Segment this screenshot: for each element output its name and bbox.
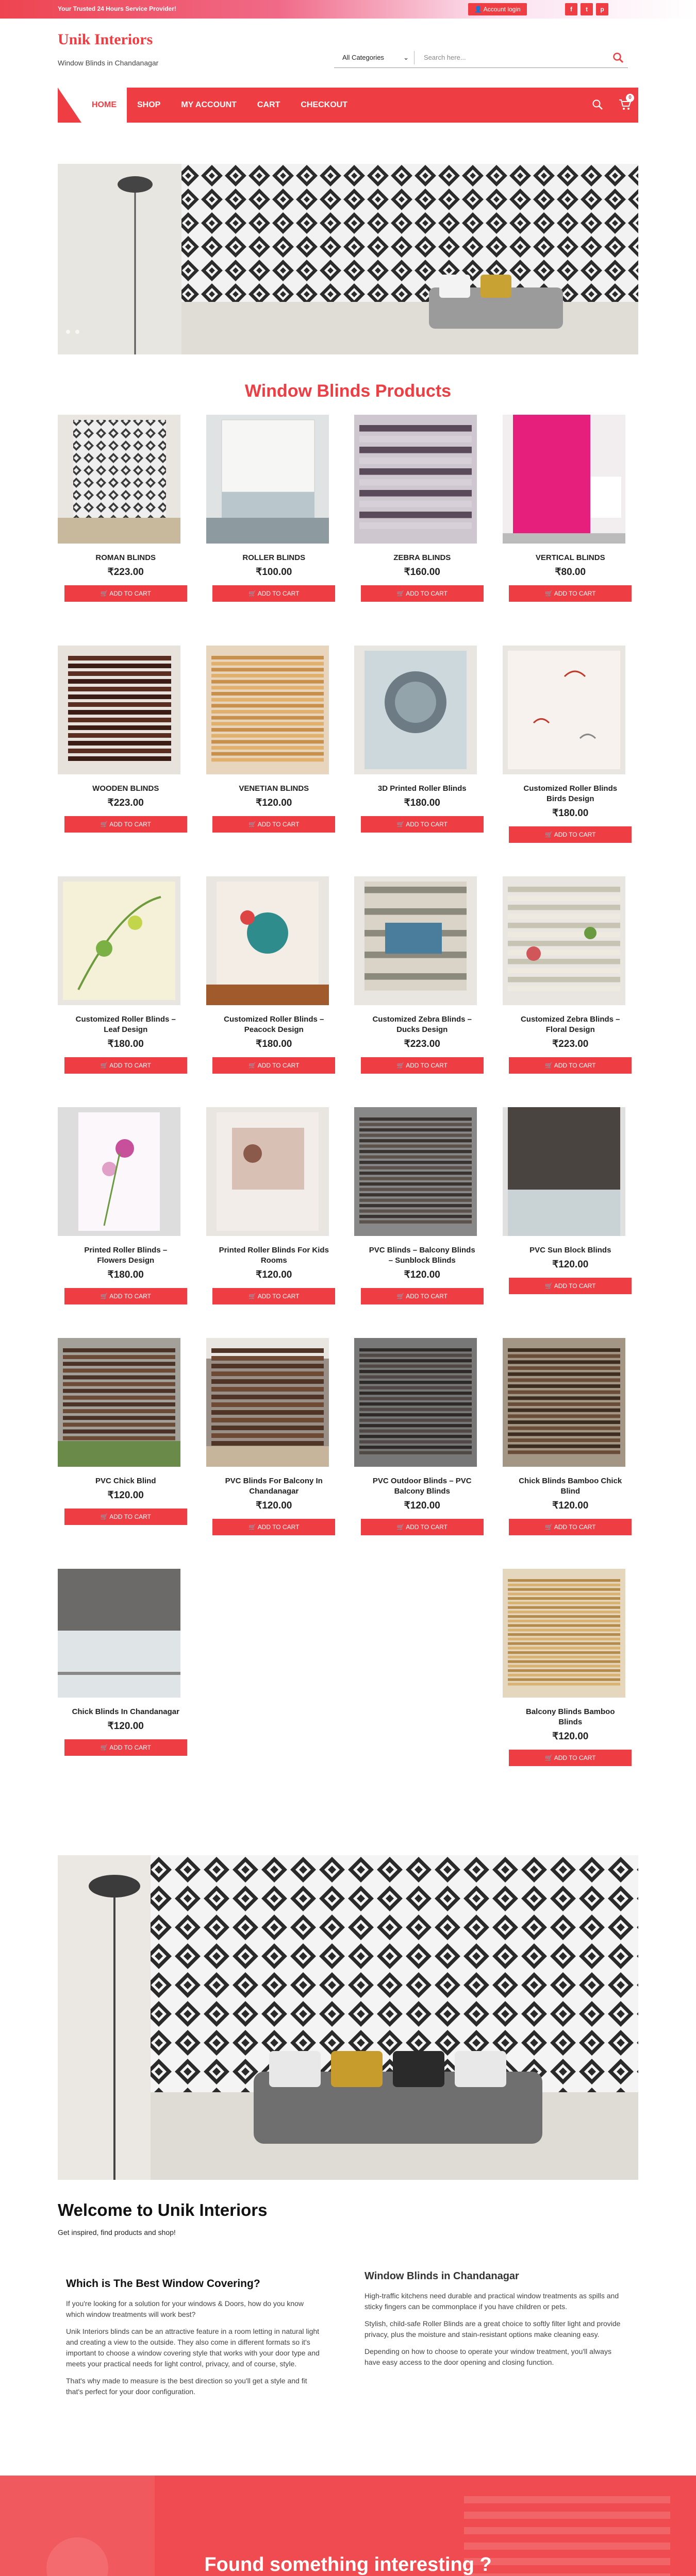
feature-image	[58, 1855, 638, 2180]
category-select[interactable]	[334, 51, 415, 64]
welcome-title: Welcome to Unik Interiors	[58, 2200, 268, 2219]
product-name[interactable]: Printed Roller Blinds – Flowers Design	[84, 1246, 168, 1265]
product-image[interactable]	[58, 415, 194, 544]
left-column-p1: If you're looking for a solution for your windows & Doors, how do you know which window treatments will work best?	[66, 2299, 304, 2318]
site-tagline: Window Blinds in Chandanagar	[58, 59, 159, 67]
product-price: ₹223.00	[404, 1039, 440, 1049]
product-name[interactable]: Customized Roller Blinds – Peacock Design	[224, 1015, 324, 1034]
product-name[interactable]: Printed Roller Blinds For Kids Rooms	[219, 1246, 329, 1265]
product-image[interactable]	[206, 646, 342, 774]
product-grid	[58, 415, 638, 1787]
nav-cart[interactable]: CART	[257, 100, 280, 109]
product-price: ₹180.00	[256, 1039, 292, 1049]
nav-checkout[interactable]: CHECKOUT	[301, 100, 348, 109]
add-to-cart-label: ADD TO CART	[406, 590, 448, 597]
add-to-cart-label: ADD TO CART	[109, 1293, 151, 1300]
product-price: ₹120.00	[552, 1500, 589, 1511]
account-login-label: Account login	[483, 6, 521, 13]
cart-icon: 🛒	[545, 590, 553, 597]
add-to-cart-label: ADD TO CART	[554, 1062, 596, 1069]
cta-banner	[0, 2476, 696, 2576]
product-name[interactable]: Customized Zebra Blinds – Ducks Design	[372, 1015, 472, 1034]
add-to-cart-button[interactable]	[212, 585, 335, 602]
add-to-cart-button[interactable]	[361, 1519, 484, 1535]
product-image[interactable]	[503, 646, 639, 774]
product-price: ₹180.00	[552, 808, 589, 819]
add-to-cart-button[interactable]	[64, 585, 187, 602]
product-name[interactable]: Balcony Blinds Bamboo Blinds	[525, 1707, 615, 1726]
pinterest-icon[interactable]: p	[596, 3, 608, 15]
product-name[interactable]: ROMAN BLINDS	[95, 553, 156, 562]
search-icon[interactable]	[612, 52, 624, 63]
product-price: ₹223.00	[107, 798, 144, 808]
add-to-cart-button[interactable]	[212, 816, 335, 833]
add-to-cart-label: ADD TO CART	[109, 590, 151, 597]
cart-icon: 🛒	[396, 1523, 405, 1531]
product-price: ₹120.00	[256, 1500, 292, 1511]
product-card[interactable]	[354, 1338, 490, 1556]
account-login-button[interactable]: 👤 Account login	[468, 3, 527, 15]
slider-dots[interactable]	[66, 330, 79, 334]
right-column-p3: Depending on how to choose to operate your window treatment, you'll always have easy access to the door opening and closing function.	[364, 2347, 611, 2366]
add-to-cart-label: ADD TO CART	[554, 831, 596, 838]
product-card[interactable]	[206, 1107, 342, 1326]
product-name[interactable]: WOODEN BLINDS	[92, 784, 159, 793]
product-image[interactable]	[354, 876, 490, 1005]
product-image[interactable]	[206, 1107, 342, 1236]
main-nav	[58, 88, 638, 123]
hero-slider[interactable]	[58, 164, 638, 354]
cart-icon: 🛒	[248, 821, 257, 828]
product-image[interactable]	[503, 415, 639, 544]
product-name[interactable]: ROLLER BLINDS	[242, 553, 306, 562]
product-name[interactable]: 3D Printed Roller Blinds	[377, 784, 467, 793]
product-price: ₹180.00	[107, 1269, 144, 1280]
add-to-cart-button[interactable]	[212, 1057, 335, 1074]
product-card[interactable]	[354, 876, 490, 1095]
product-card[interactable]	[503, 1569, 639, 1787]
product-image[interactable]	[58, 876, 194, 1005]
product-price: ₹120.00	[256, 1269, 292, 1280]
product-price: ₹120.00	[552, 1259, 589, 1270]
product-name[interactable]: VERTICAL BLINDS	[535, 553, 605, 562]
add-to-cart-label: ADD TO CART	[257, 1062, 300, 1069]
add-to-cart-button[interactable]	[64, 1739, 187, 1756]
product-image[interactable]	[354, 415, 490, 544]
add-to-cart-button[interactable]	[509, 1278, 632, 1294]
product-card[interactable]	[206, 646, 342, 864]
welcome-section	[58, 2200, 638, 2236]
cart-icon: 🛒	[545, 1062, 553, 1069]
product-image[interactable]	[354, 1107, 490, 1236]
product-price: ₹180.00	[107, 1039, 144, 1049]
product-price: ₹120.00	[107, 1490, 144, 1501]
cart-icon: 🛒	[545, 1523, 553, 1531]
product-card[interactable]	[503, 1107, 639, 1326]
nav-my-account[interactable]: MY ACCOUNT	[181, 100, 237, 109]
add-to-cart-label: ADD TO CART	[109, 1062, 151, 1069]
add-to-cart-button[interactable]	[64, 816, 187, 833]
add-to-cart-button[interactable]	[509, 585, 632, 602]
add-to-cart-button[interactable]	[361, 1057, 484, 1074]
product-name[interactable]: PVC Blinds – Balcony Blinds – Sunblock Blinds	[369, 1246, 475, 1265]
promo-text: Your Trusted 24 Hours Service Provider!	[58, 5, 176, 12]
add-to-cart-button[interactable]	[212, 1519, 335, 1535]
info-columns	[58, 2270, 638, 2403]
top-bar	[0, 0, 696, 19]
product-name[interactable]: Chick Blinds Bamboo Chick Blind	[519, 1477, 622, 1496]
product-card[interactable]	[206, 1338, 342, 1556]
facebook-icon[interactable]: f	[565, 3, 577, 15]
add-to-cart-label: ADD TO CART	[406, 821, 448, 828]
product-card[interactable]	[58, 415, 194, 633]
search-input[interactable]: Search here...	[424, 54, 466, 61]
product-name[interactable]: PVC Outdoor Blinds – PVC Balcony Blinds	[372, 1477, 472, 1496]
nav-home[interactable]: HOME	[81, 88, 127, 123]
product-card[interactable]	[58, 1107, 194, 1326]
cart-icon: 🛒	[545, 831, 553, 838]
add-to-cart-button[interactable]	[509, 1057, 632, 1074]
product-card[interactable]	[58, 1569, 194, 1787]
product-card[interactable]	[503, 646, 639, 864]
cart-count-badge: 0	[626, 94, 634, 102]
product-price: ₹160.00	[404, 567, 440, 578]
add-to-cart-button[interactable]	[64, 1057, 187, 1074]
product-name[interactable]: PVC Chick Blind	[95, 1477, 156, 1485]
product-image[interactable]	[503, 1338, 639, 1467]
product-image[interactable]	[58, 1338, 194, 1467]
add-to-cart-label: ADD TO CART	[109, 1744, 151, 1751]
cart-icon: 🛒	[100, 1293, 108, 1300]
products-section-title: Window Blinds Products	[244, 381, 452, 401]
product-price: ₹80.00	[555, 567, 586, 578]
product-image[interactable]	[206, 415, 342, 544]
add-to-cart-button[interactable]	[509, 826, 632, 843]
nav-shop[interactable]: SHOP	[137, 100, 161, 109]
add-to-cart-button[interactable]	[509, 1519, 632, 1535]
product-name[interactable]: PVC Sun Block Blinds	[529, 1246, 611, 1255]
product-image[interactable]	[206, 1338, 342, 1467]
add-to-cart-button[interactable]	[212, 1288, 335, 1304]
add-to-cart-label: ADD TO CART	[109, 1513, 151, 1520]
product-image[interactable]	[206, 876, 342, 1005]
add-to-cart-label: ADD TO CART	[554, 1754, 596, 1761]
product-name[interactable]: ZEBRA BLINDS	[393, 553, 451, 562]
right-column-p1: High-traffic kitchens need durable and practical window treatments as spills and sticky fingers can be commonplace if you have children or pets.	[364, 2292, 619, 2311]
cart-icon: 🛒	[100, 1744, 108, 1751]
left-column-p3: That's why made to measure is the best direction so you'll get a style and fit that's perfect for your door configuration.	[66, 2377, 307, 2396]
add-to-cart-label: ADD TO CART	[257, 590, 300, 597]
cart-icon: 🛒	[248, 1523, 257, 1531]
search-bar	[334, 47, 628, 68]
product-card[interactable]	[206, 876, 342, 1095]
add-to-cart-label: ADD TO CART	[406, 1062, 448, 1069]
product-name[interactable]: Customized Zebra Blinds – Floral Design	[520, 1015, 620, 1034]
add-to-cart-button[interactable]	[64, 1509, 187, 1525]
product-image[interactable]	[503, 1569, 639, 1698]
category-value: All Categories	[342, 54, 384, 61]
add-to-cart-button[interactable]	[509, 1750, 632, 1766]
product-card[interactable]	[58, 646, 194, 864]
add-to-cart-label: ADD TO CART	[554, 1282, 596, 1290]
product-card[interactable]	[354, 1107, 490, 1326]
cart-icon: 🛒	[396, 1062, 405, 1069]
product-image[interactable]	[58, 1569, 194, 1698]
cart-icon: 🛒	[100, 1062, 108, 1069]
product-card[interactable]	[58, 1338, 194, 1556]
nav-search-icon[interactable]	[592, 99, 603, 110]
cart-icon: 🛒	[396, 1293, 405, 1300]
add-to-cart-label: ADD TO CART	[257, 1293, 300, 1300]
twitter-icon[interactable]: t	[581, 3, 593, 15]
product-price: ₹120.00	[256, 798, 292, 808]
left-column	[58, 2278, 332, 2403]
welcome-subtitle: Get inspired, find products and shop!	[58, 2228, 176, 2236]
product-price: ₹120.00	[107, 1721, 144, 1732]
product-price: ₹180.00	[404, 798, 440, 808]
add-to-cart-label: ADD TO CART	[406, 1293, 448, 1300]
product-price: ₹120.00	[404, 1269, 440, 1280]
product-price: ₹120.00	[552, 1731, 589, 1742]
left-column-title: Which is The Best Window Covering?	[66, 2278, 260, 2290]
product-card[interactable]	[354, 646, 490, 864]
cart-icon: 🛒	[248, 1293, 257, 1300]
product-name[interactable]: VENETIAN BLINDS	[239, 784, 309, 793]
product-card[interactable]	[503, 415, 639, 633]
chevron-down-icon: ⌄	[403, 53, 409, 61]
product-image[interactable]	[503, 1107, 639, 1236]
product-card[interactable]	[354, 415, 490, 633]
cart-icon: 🛒	[545, 1754, 553, 1761]
product-price: ₹223.00	[107, 567, 144, 578]
product-image[interactable]	[354, 646, 490, 774]
product-price: ₹100.00	[256, 567, 292, 578]
product-name[interactable]: Customized Roller Blinds Birds Design	[523, 784, 618, 803]
add-to-cart-button[interactable]	[361, 1288, 484, 1304]
product-price: ₹120.00	[404, 1500, 440, 1511]
add-to-cart-button[interactable]	[361, 816, 484, 833]
site-logo[interactable]: Unik Interiors	[58, 31, 153, 48]
product-price: ₹223.00	[552, 1039, 589, 1049]
cart-icon: 🛒	[100, 1513, 108, 1520]
cart-icon: 🛒	[396, 821, 405, 828]
cart-icon: 🛒	[545, 1282, 553, 1290]
add-to-cart-label: ADD TO CART	[406, 1523, 448, 1531]
cart-icon: 🛒	[396, 590, 405, 597]
add-to-cart-label: ADD TO CART	[257, 821, 300, 828]
cart-icon: 🛒	[100, 590, 108, 597]
add-to-cart-button[interactable]	[64, 1288, 187, 1304]
product-image[interactable]	[58, 646, 194, 774]
product-name[interactable]: Chick Blinds In Chandanagar	[72, 1707, 179, 1716]
product-card[interactable]	[206, 415, 342, 633]
add-to-cart-label: ADD TO CART	[109, 821, 151, 828]
cta-title: Found something interesting ?	[204, 2554, 492, 2575]
cart-icon: 🛒	[248, 590, 257, 597]
add-to-cart-label: ADD TO CART	[554, 590, 596, 597]
nav-notch	[58, 88, 81, 123]
add-to-cart-button[interactable]	[361, 585, 484, 602]
product-image[interactable]	[503, 876, 639, 1005]
product-name[interactable]: Customized Roller Blinds – Leaf Design	[75, 1015, 176, 1034]
right-column-p2: Stylish, child-safe Roller Blinds are a great choice to softly filter light and provide privacy, plus the moisture and stain-resistant options make cleaning easy.	[364, 2319, 621, 2338]
right-column	[364, 2270, 638, 2403]
product-card[interactable]	[58, 876, 194, 1095]
left-column-p2: Unik Interiors blinds can be an attractive feature in a room letting in natural light and creating a view to the outside. They also come in different formats so it's important to choose a window covering style that works with your door type and meets your practical needs for light control, privacy, and of course, style.	[66, 2327, 320, 2368]
right-column-title: Window Blinds in Chandanagar	[364, 2270, 519, 2282]
product-name[interactable]: PVC Blinds For Balcony In Chandanagar	[225, 1477, 323, 1496]
product-card[interactable]	[503, 1338, 639, 1556]
add-to-cart-label: ADD TO CART	[257, 1523, 300, 1531]
product-image[interactable]	[58, 1107, 194, 1236]
cart-icon[interactable]	[619, 95, 632, 110]
site-header	[0, 19, 696, 88]
add-to-cart-label: ADD TO CART	[554, 1523, 596, 1531]
cart-icon: 🛒	[100, 821, 108, 828]
product-image[interactable]	[354, 1338, 490, 1467]
cart-icon: 🛒	[248, 1062, 257, 1069]
product-card[interactable]	[503, 876, 639, 1095]
